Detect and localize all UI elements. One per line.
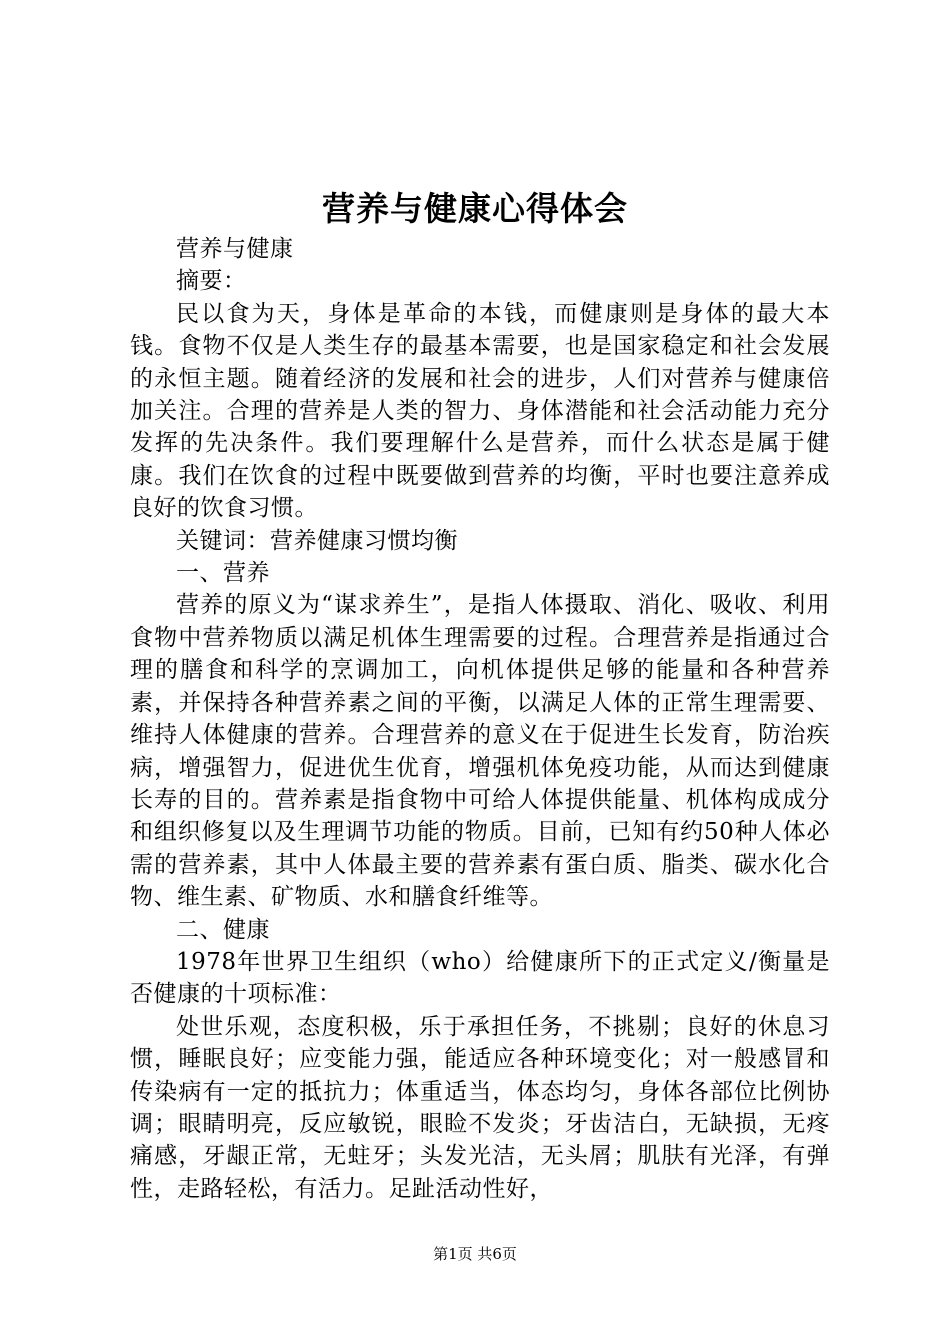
paragraph-keywords: 关键词：营养健康习惯均衡 [176, 527, 458, 554]
document-body [130, 233, 830, 1205]
page-footer: 第1页 共6页 [433, 1245, 517, 1263]
section-heading-health: 二、健康 [176, 916, 270, 943]
document-title: 营养与健康心得体会 [322, 189, 628, 228]
paragraph-who-definition: 1978年世界卫生组织（who）给健康所下的正式定义/衡量是否健康的十项标准： [130, 948, 830, 1008]
section-heading-nutrition: 一、营养 [176, 560, 270, 587]
paragraph-subtitle: 营养与健康 [176, 236, 294, 262]
paragraph-nutrition: 营养的原义为“谋求养生”，是指人体摄取、消化、吸收、利用食物中营养物质以满足机体生理需要的过程。合理营养是指通过合理的膳食和科学的烹调加工，向机体提供足够的能量和各种营养素，并保持各种营养素之间的平衡，以满足人体的正常生理需要、维持人体健康的营养。合理营养的意义在于促进生长发育，防治疾病，增强智力，促进优生优育，增强机体免疫功能，从而达到健康长寿的目的。营养素是指食物中可给人体提供能量、机体构成成分和组织修复以及生理调节功能的物质。目前，已知有约50种人体必需的营养素，其中人体最主要的营养素有蛋白质、脂类、碳水化合物、维生素、矿物质、水和膳食纤维等。 [130, 592, 830, 911]
paragraph-abstract-label: 摘要： [176, 268, 247, 295]
paragraph-health-standards: 处世乐观，态度积极，乐于承担任务，不挑剔；良好的休息习惯，睡眠良好；应变能力强，能适应各种环境变化；对一般感冒和传染病有一定的抵抗力；体重适当，体态均匀，身体各部位比例协调；眼睛明亮，反应敏锐，眼睑不发炎；牙齿洁白，无缺损，无疼痛感，牙龈正常，无蛀牙；头发光洁，无头屑；肌肤有光泽，有弹性，走路轻松，有活力。足趾活动性好， [130, 1013, 830, 1202]
paragraph-abstract: 民以食为天，身体是革命的本钱，而健康则是身体的最大本钱。食物不仅是人类生存的最基本需要，也是国家稳定和社会发展的永恒主题。随着经济的发展和社会的进步，人们对营养与健康倍加关注。合理的营养是人类的智力、身体潜能和社会活动能力充分发挥的先决条件。我们要理解什么是营养，而什么状态是属于健康。我们在饮食的过程中既要做到营养的均衡，平时也要注意养成良好的饮食习惯。 [130, 300, 830, 522]
